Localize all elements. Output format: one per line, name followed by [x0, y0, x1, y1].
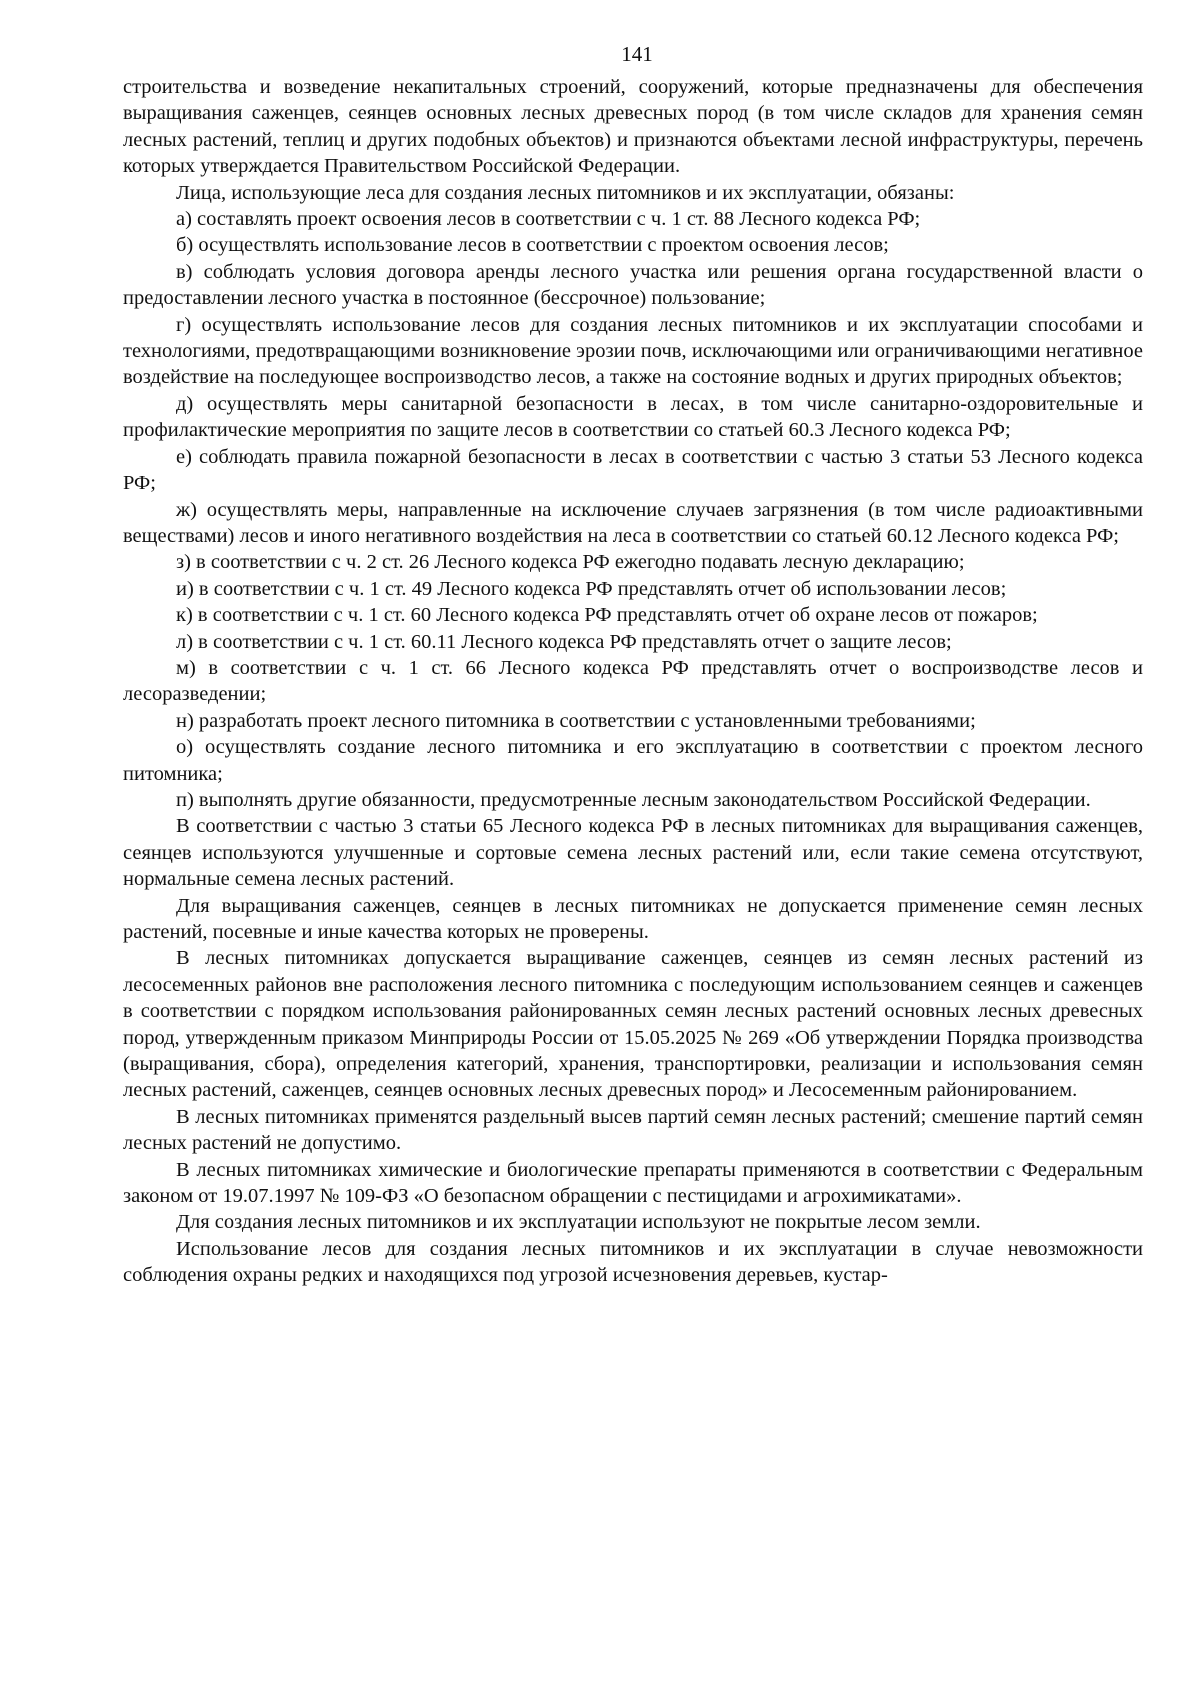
- list-item-v: в) соблюдать условия договора аренды лесного участка или решения органа государственной власти о предоставлении лесного участка в постоянное (бессрочное) пользование;: [123, 260, 1143, 310]
- list-item-g: г) осуществлять использование лесов для создания лесных питомников и их эксплуатации способами и технологиями, предотвращающими возникновение эрозии почв, исключающими или ограничивающими негативное воздействие на последующее воспроизводство лесов, а также на состояние водных и других природных объектов;: [123, 313, 1143, 389]
- list-item-zh: ж) осуществлять меры, направленные на исключение случаев загрязнения (в том числе радиоактивными веществами) лесов и иного негативного воздействия на леса в соответствии со статьей 60.12 Лесного кодекса РФ;: [123, 498, 1143, 547]
- list-item-d: д) осуществлять меры санитарной безопасности в лесах, в том числе санитарно-оздоровительные и профилактические мероприятия по защите лесов в соответствии со статьей 60.3 Лесного кодекса РФ;: [123, 392, 1143, 442]
- paragraph-seed-regions: В лесных питомниках допускается выращивание саженцев, сеянцев из семян лесных растений из лесосеменных районов вне расположения лесного питомника с последующим использованием сеянцев и саженцев в соответствии с порядком использования районированных семян лесных растений основных лесных древесных пород, утвержденным приказом Минприроды России от 15.05.2025 № 269 «Об утверждении Порядка производства (выращивания, сбора), определения категорий, хранения, транспортировки, реализации и использования семян лесных растений, саженцев, сеянцев основных лесных древесных пород» и Лесосеменным районированием.: [123, 947, 1143, 1102]
- paragraph-lands: Для создания лесных питомников и их эксплуатации используют не покрытые лесом земли.: [176, 1211, 981, 1234]
- list-item-a: а) составлять проект освоения лесов в соответствии с ч. 1 ст. 88 Лесного кодекса РФ;: [176, 208, 921, 231]
- page-number: 141: [621, 42, 653, 66]
- list-item-p: п) выполнять другие обязанности, предусмотренные лесным законодательством Российской Федерации.: [176, 788, 1091, 811]
- paragraph-separate-sowing: В лесных питомниках применятся раздельный высев партий семян лесных растений; смешение партий семян лесных растений не допустимо.: [123, 1105, 1143, 1155]
- paragraph-seeds-article-65: В соответствии с частью 3 статьи 65 Лесного кодекса РФ в лесных питомниках для выращивания саженцев, сеянцев используются улучшенные и сортовые семена лесных растений или, если такие семена отсутствуют, нормальные семена лесных растений.: [123, 815, 1143, 891]
- paragraph-intro-continuation: строительства и возведение некапитальных строений, сооружений, которые предназначены для обеспечения выращивания саженцев, сеянцев основных лесных древесных пород (в том числе складов для хранения семян лесных растений, теплиц и других подобных объектов) и признаются объектами лесной инфраструктуры, перечень которых утверждается Правительством Российской Федерации.: [123, 76, 1143, 178]
- list-item-m: м) в соответствии с ч. 1 ст. 66 Лесного кодекса РФ представлять отчет о воспроизводстве лесов и лесоразведении;: [123, 656, 1143, 706]
- paragraph-obligations-heading: Лица, использующие леса для создания лесных питомников и их эксплуатации, обязаны:: [176, 181, 955, 204]
- list-item-b: б) осуществлять использование лесов в соответствии с проектом освоения лесов;: [176, 234, 889, 257]
- list-item-o: о) осуществлять создание лесного питомника и его эксплуатацию в соответствии с проектом лесного питомника;: [123, 736, 1143, 785]
- list-item-e: е) соблюдать правила пожарной безопасности в лесах в соответствии с частью 3 статьи 53 Лесного кодекса РФ;: [123, 445, 1143, 495]
- list-item-z: з) в соответствии с ч. 2 ст. 26 Лесного кодекса РФ ежегодно подавать лесную декларацию;: [176, 551, 965, 574]
- list-item-i: и) в соответствии с ч. 1 ст. 49 Лесного кодекса РФ представлять отчет об использовании лесов;: [176, 577, 1007, 600]
- paragraph-chemicals: В лесных питомниках химические и биологические препараты применяются в соответствии с Федеральным законом от 19.07.1997 № 109-ФЗ «О безопасном обращении с пестицидами и агрохимикатами».: [123, 1158, 1143, 1208]
- document-page: [123, 42, 1143, 1289]
- paragraph-unchecked-seeds: Для выращивания саженцев, сеянцев в лесных питомниках не допускается применение семян лесных растений, посевные и иные качества которых не проверены.: [123, 894, 1143, 943]
- list-item-k: к) в соответствии с ч. 1 ст. 60 Лесного кодекса РФ представлять отчет об охране лесов от пожаров;: [176, 604, 1038, 627]
- list-item-n: н) разработать проект лесного питомника в соответствии с установленными требованиями;: [176, 709, 976, 732]
- list-item-l: л) в соответствии с ч. 1 ст. 60.11 Лесного кодекса РФ представлять отчет о защите лесов;: [176, 630, 952, 653]
- paragraph-rare-species: Использование лесов для создания лесных питомников и их эксплуатации в случае невозможности соблюдения охраны редких и находящихся под угрозой исчезновения деревьев, кустар-: [123, 1237, 1143, 1287]
